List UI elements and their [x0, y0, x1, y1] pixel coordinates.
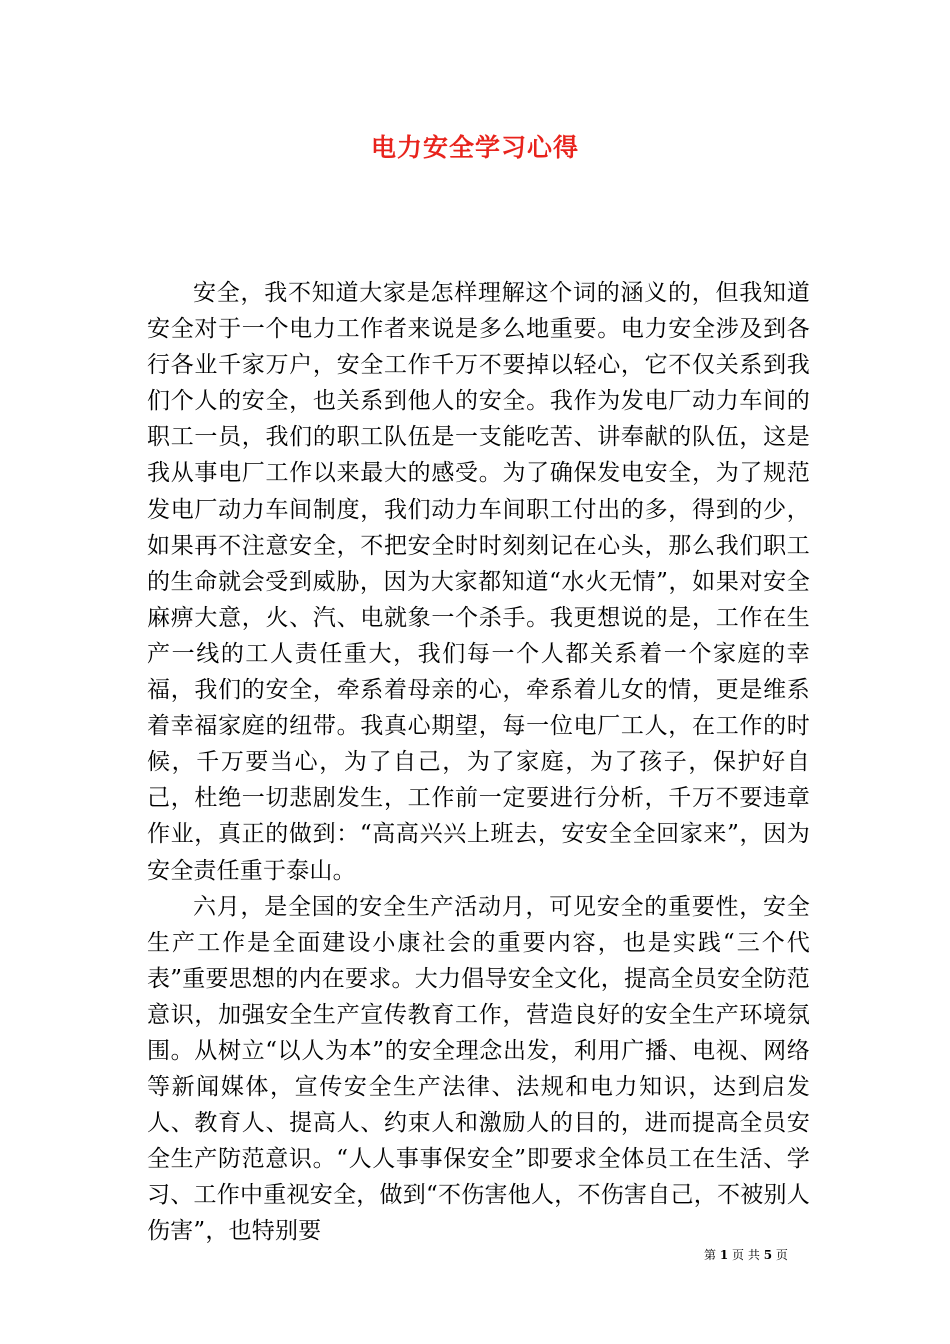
body-paragraph-2: 六月，是全国的安全生产活动月，可见安全的重要性，安全生产工作是全面建设小康社会的重要内容，也是实践“三个代表”重要思想的内在要求。大力倡导安全文化，提高全员安全防范意识，加强安全生产宣传教育工作，营造良好的安全生产环境氛围。从树立“以人为本”的安全理念出发，利用广播、电视、网络等新闻媒体，宣传安全生产法律、法规和电力知识，达到启发人、教育人、提高人、约束人和激励人的目的，进而提高全员安全生产防范意识。“人人事事保安全”即要求全体员工在生活、学习、工作中重视安全，做到“不伤害他人，不伤害自己，不被别人伤害”，也特别要	[147, 893, 810, 1245]
document-body	[147, 275, 810, 1250]
footer-current-page: 1	[719, 1248, 729, 1262]
body-paragraph-1: 安全，我不知道大家是怎样理解这个词的涵义的，但我知道安全对于一个电力工作者来说是多么地重要。电力安全涉及到各行各业千家万户，安全工作千万不要掉以轻心，它不仅关系到我们个人的安全，也关系到他人的安全。我作为发电厂动力车间的职工一员，我们的职工队伍是一支能吃苦、讲奉献的队伍，这是我从事电厂工作以来最大的感受。为了确保发电安全，为了规范发电厂动力车间制度，我们动力车间职工付出的多，得到的少，如果再不注意安全，不把安全时时刻刻记在心头，那么我们职工的生命就会受到威胁，因为大家都知道“水火无情”，如果对安全麻痹大意，火、汽、电就象一个杀手。我更想说的是，工作在生产一线的工人责任重大，我们每一个人都关系着一个家庭的幸福，我们的安全，牵系着母亲的心，牵系着儿女的情，更是维系着幸福家庭的纽带。我真心期望，每一位电厂工人，在工作的时候，千万要当心，为了自己，为了家庭，为了孩子，保护好自己，杜绝一切悲剧发生，工作前一定要进行分析，千万不要违章作业，真正的做到：“高高兴兴上班去，安安全全回家来”，因为安全责任重于泰山。	[147, 280, 810, 884]
document-title: 电力安全学习心得	[370, 133, 579, 162]
footer-middle: 页 共	[732, 1248, 760, 1262]
footer-total-pages: 5	[763, 1248, 773, 1262]
page-number-footer	[704, 1246, 788, 1263]
footer-prefix: 第	[704, 1248, 717, 1262]
footer-suffix: 页	[775, 1248, 788, 1262]
